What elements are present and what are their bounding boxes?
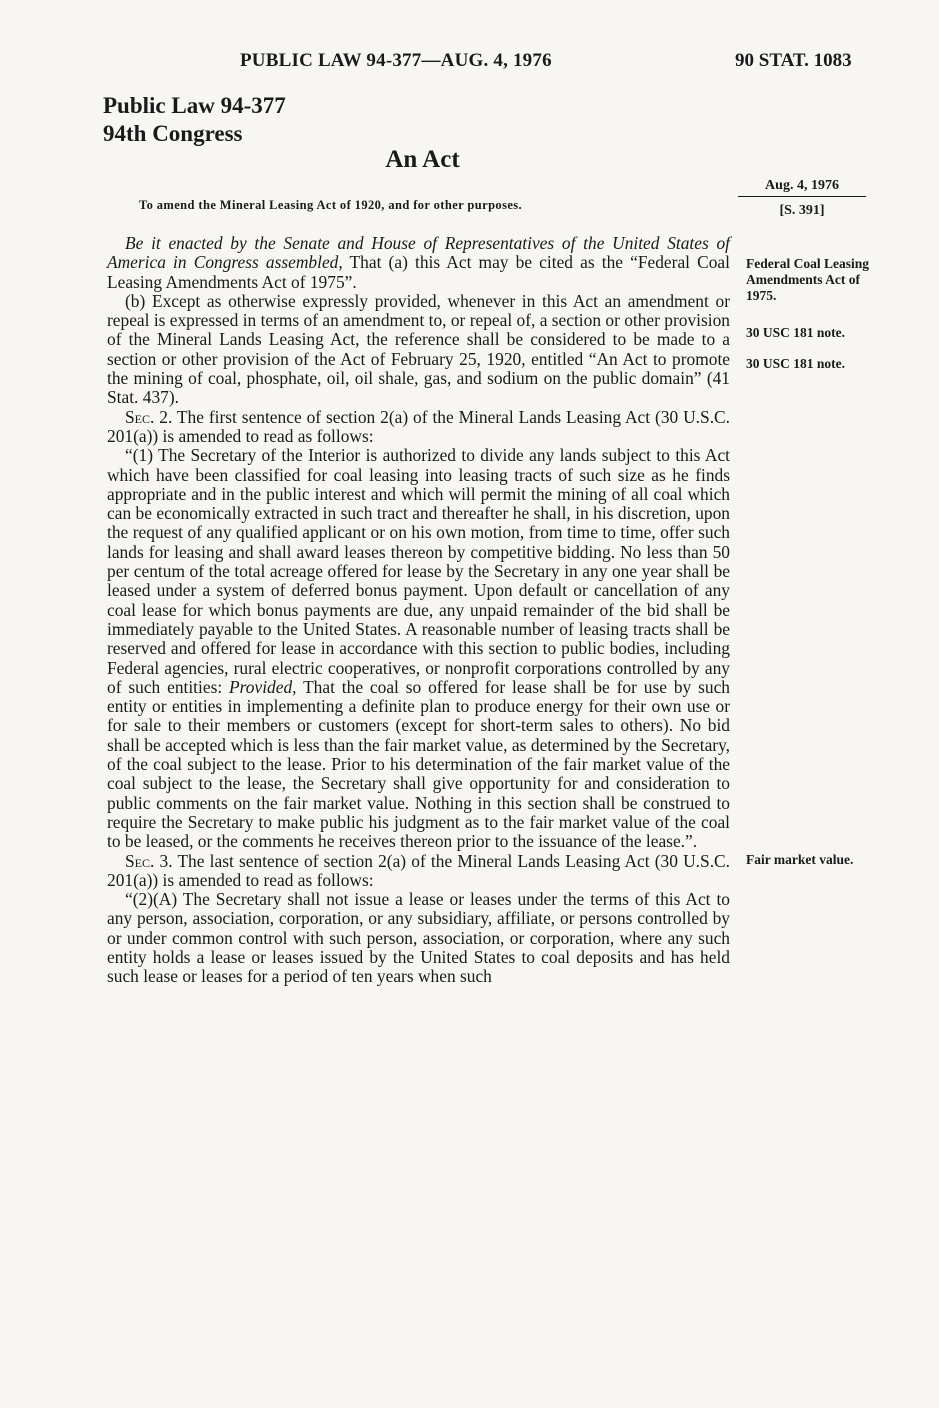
margin-note-short-title: Federal Coal Leasing Amendments Act of 1975. bbox=[746, 256, 869, 303]
margin-note-fair-market: Fair market value. bbox=[746, 852, 854, 867]
congress-label: 94th Congress bbox=[103, 121, 243, 146]
section-2-paragraph-1-text: “(1) The Secretary of the Interior is authorized to divide any lands subject to this Act which have been classified for coal leasing into leasing tracts of such size as he finds appropriate and in the public interest and which will permit the mining of all coal which can be economically extracted in such tract and thereafter he shall, in his discretion, upon the request of any qualified applicant or on his own motion, from time to time, offer such lands for leasing and shall award leases thereon by competitive bidding. No less than 50 per centum of the total acreage offered for lease by the Secretary in any one year shall be leased under a system of deferred bonus payment. Upon default or cancellation of any coal lease for which bonus payments are due, any unpaid remainder of the bid shall be immediately payable to the United States. A reasonable number of leasing tracts shall be reserved and offered for lease in accordance with this section to public bodies, including Federal agencies, rural electric cooperatives, or nonprofit corporations controlled by any of such entities: bbox=[107, 445, 730, 697]
section-1-b: (b) Except as otherwise expressly provided, whenever in this Act an amendment or repeal is expressed in terms of an amendment to, or repeal of, a section or other provision of the Mineral Lands Leasing Act, the reference shall be considered to be made to a section or other provision of the Act of February 25, 1920, entitled “An Act to promote the mining of coal, phosphate, oil, oil shale, gas, and sodium on the public domain” (41 Stat. 437). bbox=[107, 290, 730, 408]
stat-reference: 90 STAT. 1083 bbox=[735, 50, 852, 71]
act-purpose: To amend the Mineral Leasing Act of 1920, and for other purposes. bbox=[139, 198, 523, 212]
section-1 bbox=[107, 234, 730, 292]
public-law-number: Public Law 94-377 bbox=[103, 93, 286, 118]
section-3-label: Sec. 3. bbox=[125, 850, 173, 871]
section-2-paragraph-1-cont: That the coal so offered for lease shall be for use by such entity or entities in implementing a definite plan to produce energy for their own use or for sale to their members or customers (except for short-term sales to others). No bid shall be accepted which is less than the fair market value, as determined by the Secretary, of the coal subject to the lease. Prior to his determination of the fair market value of the coal subject to the lease, the Secretary shall give opportunity for and consideration to public comments on the fair market value. Nothing in this section shall be construed to require the Secretary to make public his judgment as to the fair market value of the coal to be leased, or the comments he receives thereon prior to the issuance of the lease.”. bbox=[107, 676, 730, 852]
section-3-paragraph-2a: “(2)(A) The Secretary shall not issue a lease or leases under the terms of this Act to any person, association, corporation, or any subsidiary, affiliate, or persons controlled by or under common control with such person, association, or corporation, where any such entity holds a lease or leases issued by the United States to coal deposits and has held such lease or leases for a period of ten years when such bbox=[107, 889, 730, 987]
section-2-label: Sec. 2. bbox=[125, 406, 173, 427]
section-3-intro bbox=[107, 852, 730, 891]
statute-body bbox=[107, 234, 730, 987]
section-1-a: That (a) this Act may be cited as the “Federal Coal Leasing Amendments Act of 1975”. bbox=[107, 252, 730, 292]
margin-note-usc-1: 30 USC 181 note. bbox=[746, 325, 846, 340]
section-2-intro bbox=[107, 408, 730, 447]
law-title-block bbox=[103, 92, 286, 148]
running-title: PUBLIC LAW 94-377—AUG. 4, 1976 bbox=[240, 50, 552, 71]
act-heading: An Act bbox=[385, 146, 460, 173]
bill-number: [S. 391] bbox=[779, 203, 825, 218]
margin-date-block bbox=[738, 178, 866, 219]
margin-note-usc-2: 30 USC 181 note. bbox=[746, 356, 846, 371]
enactment-date: Aug. 4, 1976 bbox=[738, 178, 866, 197]
provided-clause: Provided, bbox=[229, 676, 297, 697]
enacting-clause: Be it enacted by the Senate and House of Representatives of the United States of America in Congress assembled, bbox=[107, 233, 730, 273]
section-3-intro-text: The last sentence of section 2(a) of the Mineral Lands Leasing Act (30 U.S.C. 201(a)) is amended to read as follows: bbox=[107, 850, 730, 890]
section-2-paragraph-1 bbox=[107, 446, 730, 851]
section-2-intro-text: The first sentence of section 2(a) of the Mineral Lands Leasing Act (30 U.S.C. 201(a)) is amended to read as follows: bbox=[107, 406, 730, 446]
